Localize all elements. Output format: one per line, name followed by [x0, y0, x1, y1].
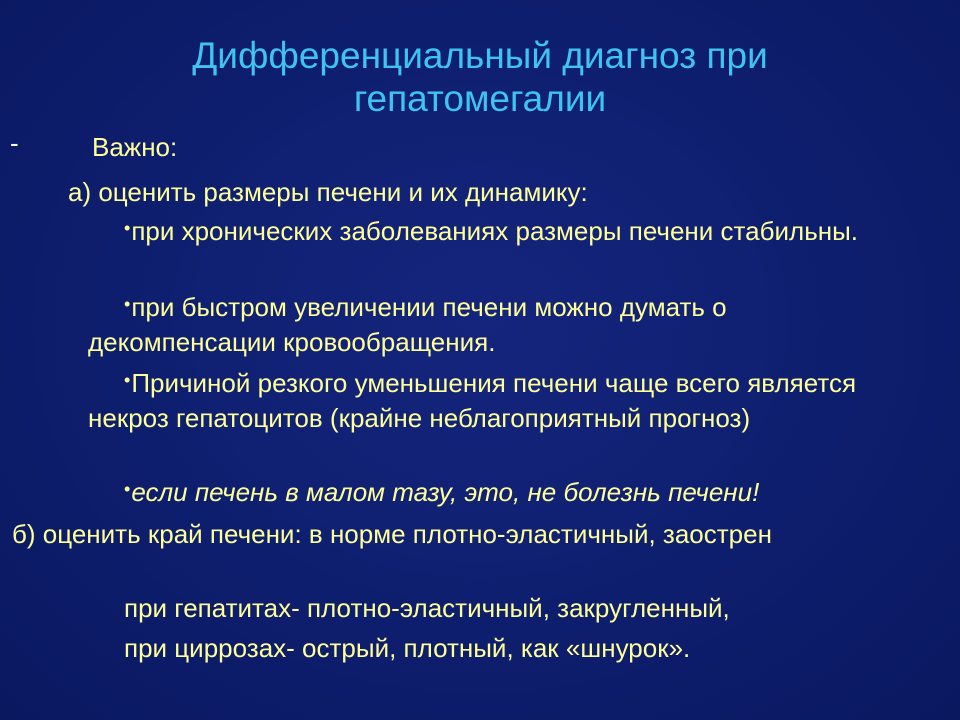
bullet-dot: •	[124, 218, 131, 238]
line-cirrhosis: при циррозах- острый, плотный, как «шнурок».	[124, 633, 691, 663]
bullet-text: Причиной резкого уменьшения печени чаще всего является некроз гепатоцитов (крайне неблагоприятный прогноз)	[88, 368, 857, 433]
bullet-dot: •	[124, 370, 131, 390]
list-dash-marker: -	[10, 128, 19, 158]
bullet-sharp-decrease	[88, 367, 928, 434]
bullet-pelvis	[124, 476, 944, 511]
line-hepatitis: при гепатитах- плотно-эластичный, закругленный,	[124, 593, 730, 623]
bullet-dot: •	[124, 294, 131, 314]
section-a-heading: а) оценить размеры печени и их динамику:	[68, 177, 588, 207]
section-b-heading	[12, 518, 868, 550]
bullet-dot: •	[124, 479, 131, 499]
bullet-chronic	[88, 215, 878, 250]
bullet-text: если печень в малом тазу, это, не болезнь печени!	[131, 477, 760, 507]
slide-title: Дифференциальный диагноз при гепатомегалии	[192, 35, 768, 119]
bullet-text: при хронических заболеваниях размеры печени стабильны.	[131, 216, 859, 246]
bullet-rapid-increase	[88, 291, 888, 358]
bullet-text: при быстром увеличении печени можно думать о декомпенсации кровообращения.	[88, 292, 727, 357]
section-b-text: б) оценить край печени: в норме плотно-эластичный, заострен	[12, 519, 772, 549]
important-label: Важно:	[92, 132, 178, 162]
